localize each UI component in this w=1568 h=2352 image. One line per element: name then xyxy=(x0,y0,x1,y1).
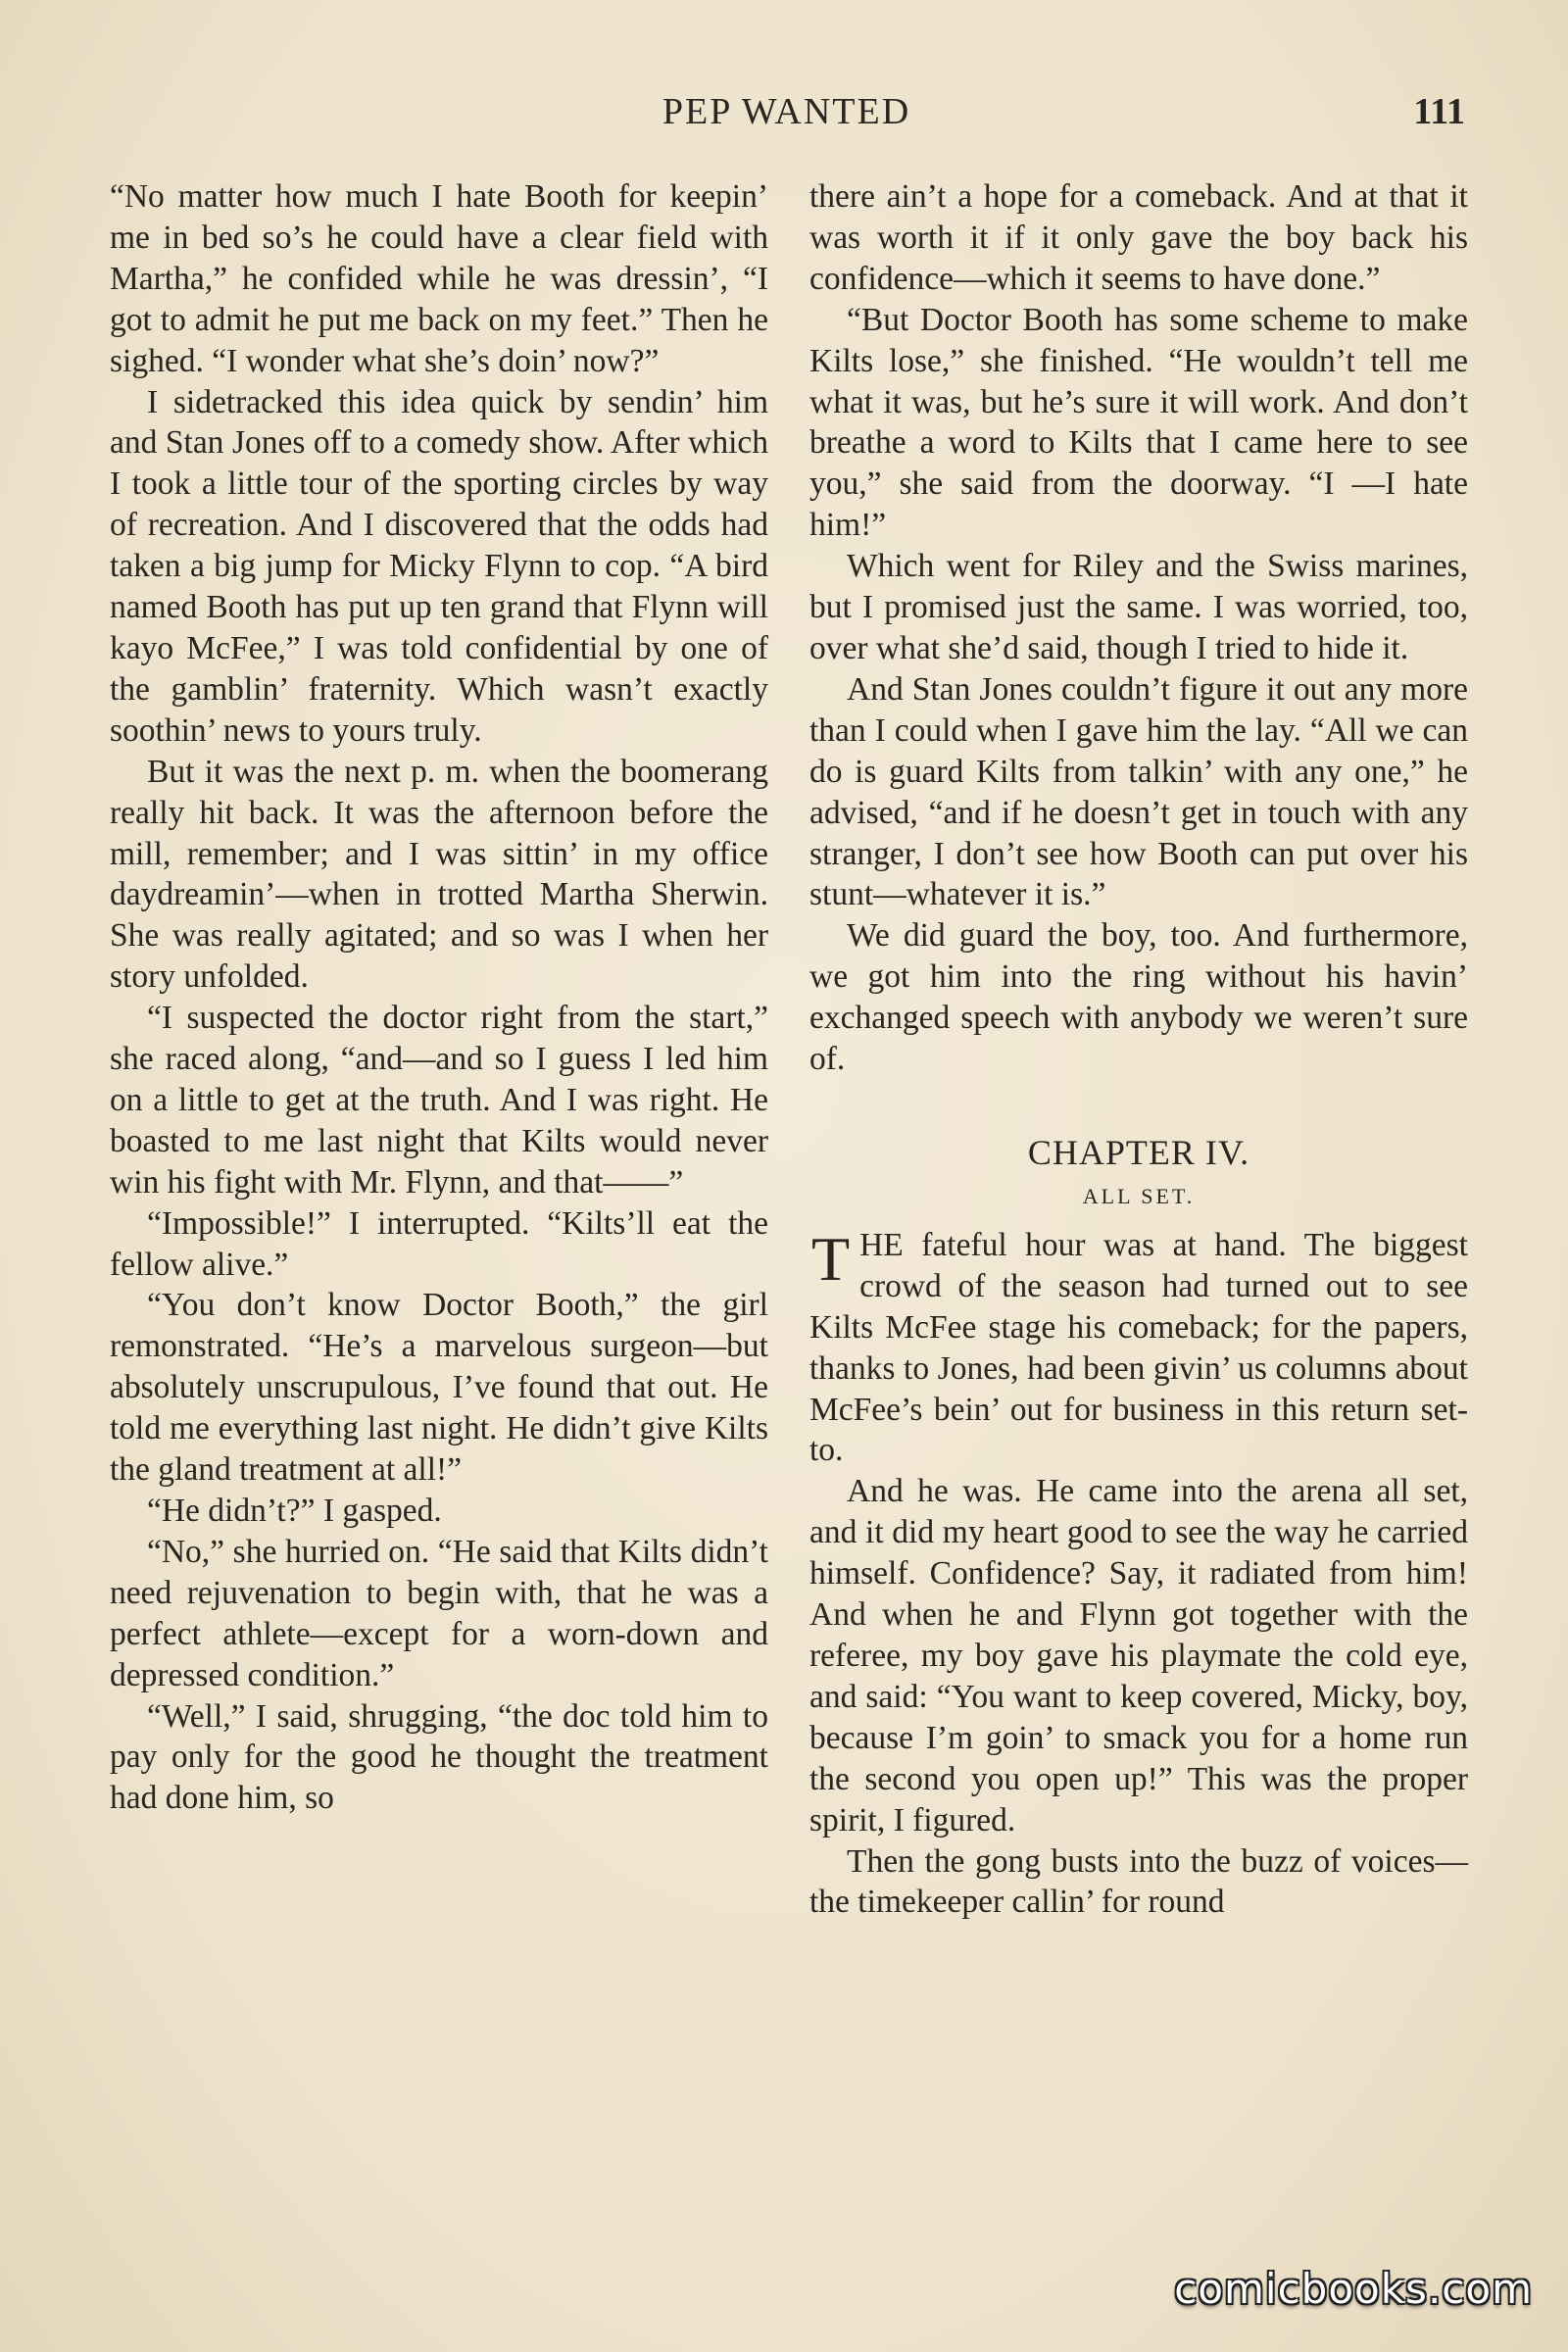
paragraph: Then the gong busts into the buzz of voices—the timekeeper callin’ for round xyxy=(809,1842,1468,1921)
drop-cap: T xyxy=(811,1223,851,1294)
paragraph: And he was. He came into the arena all set, and it did my heart good to see the way he carried himself. Confidence? Say, it radiated from him! And when he and Flynn got together with the referee, my boy gave his playmate the cold eye, and said: “You want to keep covered, Micky, boy, because I’m goin’ to smack you for a home run the second you open up!” This was the proper spirit, I figured. xyxy=(809,1473,1468,1838)
paragraph: We did guard the boy, too. And furthermore, we got him into the ring without his havin’ exchanged speech with anybody we weren’t sure of. xyxy=(809,917,1468,1078)
chapter-subtitle: ALL SET. xyxy=(1082,1183,1196,1208)
chapter-heading: CHAPTER IV. xyxy=(1027,1132,1250,1172)
page-number: 111 xyxy=(1413,91,1465,132)
chapter-opening-text: HE fateful hour was at hand. The biggest crowd of the season had turned out to see Kilts McFee stage his comeback; for the papers, thanks to Jones, had been givin’ us columns about McFee’s bein’ out for business in this return set-to. xyxy=(809,1226,1468,1469)
chapter-opening-paragraph xyxy=(809,1225,1468,1471)
paragraph: But it was the next p. m. when the boomerang really hit back. It was the afternoon before the mill, remember; and I was sittin’ in my office daydreamin’—when in trotted Martha Sherwin. She was really agitated; and so was I when her story unfolded. xyxy=(110,753,768,996)
paragraph: I sidetracked this idea quick by sendin’ him and Stan Jones off to a comedy show. After which I took a little tour of the sporting circles by way of recreation. And I discovered that the odds had taken a big jump for Micky Flynn to cop. “A bird named Booth has put up ten grand that Flynn will kayo McFee,” I was told confidential by one of the gamblin’ fraternity. Which wasn’t exactly soothin’ news to yours truly. xyxy=(110,383,768,749)
paragraph: “No matter how much I hate Booth for keepin’ me in bed so’s he could have a clear field with Martha,” he confided while he was dressin’, “I got to admit he put me back on my feet.” Then he sighed. “I wonder what she’s doin’ now?” xyxy=(110,178,768,379)
paragraph: there ain’t a hope for a comeback. And at that it was worth it if it only gave the boy back his confidence—which it seems to have done.” xyxy=(809,178,1468,297)
right-column xyxy=(809,176,1468,1923)
paragraph: “No,” she hurried on. “He said that Kilts didn’t need rejuvenation to begin with, that he was a perfect athlete—except for a worn-down and depressed condition.” xyxy=(110,1533,768,1693)
left-column xyxy=(110,176,768,1819)
paragraph: “Well,” I said, shrugging, “the doc told him to pay only for the good he thought the treatment had done him, so xyxy=(110,1697,768,1817)
paragraph: And Stan Jones couldn’t figure it out any more than I could when I gave him the lay. “All we can do is guard Kilts from talkin’ with any one,” he advised, “and if he doesn’t get in touch with any stranger, I don’t see how Booth can put over his stunt—whatever it is.” xyxy=(809,670,1468,913)
paragraph: Which went for Riley and the Swiss marines, but I promised just the same. I was worried, too, over what she’d said, though I tried to hide it. xyxy=(809,548,1468,666)
page-header xyxy=(108,90,1465,149)
paragraph: “You don’t know Doctor Booth,” the girl remonstrated. “He’s a marvelous surgeon—but absolutely unscrupulous, I’ve found that out. He told me everything last night. He didn’t give Kilts the gland treatment at all!” xyxy=(110,1287,768,1489)
paragraph: “But Doctor Booth has some scheme to make Kilts lose,” she finished. “He wouldn’t tell me what it was, but he’s sure it will work. And don’t breathe a word to Kilts that I came here to see you,” she said from the doorway. “I —I hate him!” xyxy=(809,301,1468,544)
paragraph: “I suspected the doctor right from the start,” she raced along, “and—and so I guess I led him on a little to get at the truth. And I was right. He boasted to me last night that Kilts would never win his fight with Mr. Flynn, and that——” xyxy=(110,1000,768,1200)
paragraph: “Impossible!” I interrupted. “Kilts’ll eat the fellow alive.” xyxy=(110,1204,768,1283)
site-watermark: comicbooks.com xyxy=(1174,2265,1533,2313)
running-title: PEP WANTED xyxy=(662,91,911,132)
paragraph: “He didn’t?” I gasped. xyxy=(147,1493,442,1529)
